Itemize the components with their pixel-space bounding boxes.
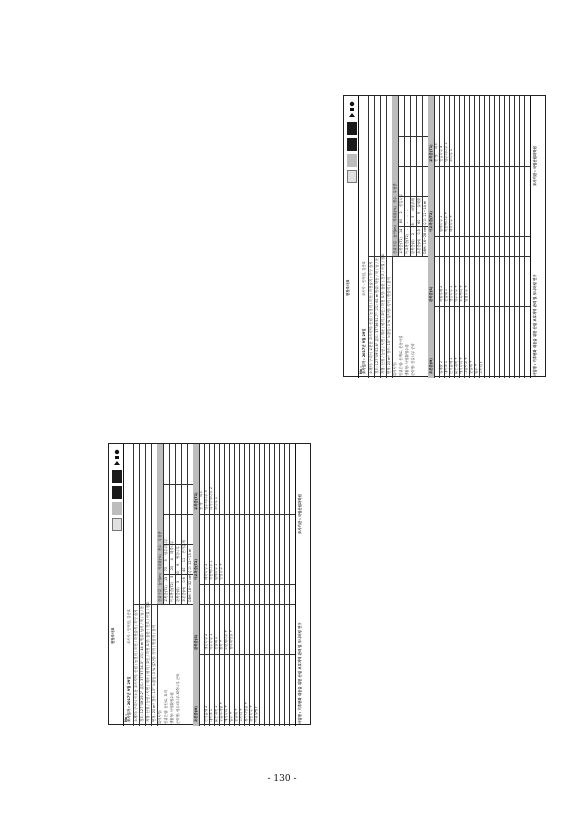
form-title: 현장조사표 — [111, 627, 115, 644]
survey-no: No : — [359, 366, 363, 374]
species-h-0: 큰기름새 2 — [204, 705, 208, 722]
investigator: 조사자 : 안덕임, 김준호 — [127, 609, 131, 644]
survey-sheet-right — [343, 95, 546, 377]
layer-row-h: 초본층(H) 0.5 60 9 실새풀 — [416, 197, 421, 254]
header-row-1: 소재지: 구리시 사노동 조사지역: 산림 / 농경지 / 하천 / 하천습지 / 하구 습지 — [133, 609, 138, 722]
layer-row-h: 초본층(H) 0.6 40 11 큰기름새 — [181, 540, 186, 602]
species-t2-0: 팥배나무 1 — [439, 215, 443, 232]
layer-row-t2: 아교목층(T2) - - - - — [404, 209, 409, 254]
species-h-1: 대사초 1 — [444, 360, 448, 374]
header-row-4: 면적: 20 m² 경사: 10° 노출암: 0 % 일사량: 양지 / 반음지 / 음지 — [151, 625, 156, 722]
species-h-3: 맑은대쑥 + — [454, 356, 458, 374]
species-s-4: 조록싸리 + — [459, 284, 463, 302]
species-h-2: 맑은대쑥 1 — [214, 705, 218, 722]
species-h-3: 주름조개풀 + — [219, 701, 223, 722]
species-t2-2: 때죽나무 + — [449, 214, 453, 232]
species-s-0: 생강나무 2 — [204, 633, 208, 650]
layer-row-t2: 아교목층(T2) 5 20 4 때죽나무 — [169, 540, 174, 602]
sheet-footer-left: 사업명 : 기후변화 대응을 위한 산림 보호지역 관리 및 모니터링 연구 — [533, 274, 537, 376]
header-row-2: 경도: 127°09'02.6" 위도: 37°36'51.7" 고도: 61 m 방위: 북동 / 북 / 남 / 동 — [374, 257, 379, 374]
species-h-10: 사위질빵 r — [254, 706, 258, 722]
species-header-t1: 교목층(T1) — [193, 492, 198, 510]
header-row-3: 지형: 산정 / 능선 / 사면 / 계곡 / 평지 / 호안 / 하천 토양: 습윤 / 건조 / 사질 / 점토 — [380, 253, 385, 374]
species-h-7: 고사리 + — [239, 708, 243, 722]
notes-disturbance: 인위간섭: 등산로, 묘지 — [163, 690, 168, 724]
layer-row-t1: 교목층(T1) 15 70 3 상수리나무 — [163, 538, 168, 602]
page-number: - 130 - — [267, 774, 297, 784]
sheet-footer-right: 조사기관 : 국립산림과학원 — [533, 146, 537, 186]
compass-legend-icon — [111, 448, 123, 466]
dbh-row: DBH: 16~28 cm 수고: 11~14 m — [422, 200, 427, 254]
survey-sheet-left — [108, 443, 311, 725]
species-s-1: 진달래 1 — [444, 288, 448, 302]
survey-no: No : — [124, 714, 128, 722]
cover-photo-2 — [347, 138, 357, 151]
species-t1-0: 상수리나무 3 — [204, 490, 208, 510]
species-h-5: 삽주 + — [229, 711, 233, 722]
species-t2-1: 쪽동백나무 1 — [209, 560, 213, 580]
compass-legend-icon — [346, 100, 358, 118]
cover-photo-3 — [347, 154, 357, 167]
species-t2-2: 팥배나무 1 — [214, 563, 218, 580]
survey-date: 조사일자 : 2017년 9월 29일 — [127, 676, 131, 722]
cover-photo-1 — [112, 470, 122, 483]
notes-lifeform: 생활형: 낙엽활엽수림 — [169, 692, 174, 724]
species-h-6: 둥굴레 + — [234, 708, 238, 722]
species-s-0: 쇠물푸레 2 — [439, 285, 443, 302]
cover-photo-2 — [112, 486, 122, 499]
species-t1-1: 상수리나무 1 — [444, 142, 448, 162]
species-s-5: 청미래덩굴 + — [229, 629, 233, 650]
header-row-3: 지형: 산정 / 능선 / 사면 / 계곡 / 평지 / 호안 / 하천 토양: 습윤 / 건조 / 사질 / 점토 — [145, 601, 150, 722]
notes-disturbance: 인위간섭: 산책로, 운동시설 — [398, 335, 403, 376]
species-header-t2: 아교목층(T2) — [193, 559, 198, 580]
species-header-s: 관목층(S) — [193, 634, 198, 650]
cover-photo-4 — [112, 518, 122, 531]
sheet-footer-right: 조사기관 : 국립산림과학원 — [298, 494, 302, 534]
notes-lifeform: 생활형: 낙엽활엽수림 — [404, 344, 409, 376]
species-t2-3: 산벚나무 + — [219, 562, 223, 580]
species-col-header: 종 명 피도 — [434, 142, 438, 162]
header-row-1: 소재지: 구리시 교문동 조사지역: 산림 / 농경지 / 하천 / 하천습지 / 하구 습지 — [368, 261, 373, 374]
cover-photo-3 — [112, 502, 122, 515]
investigator: 조사자 : 안덕임, 김준호 — [362, 261, 366, 296]
species-t1-2: 소나무 1 — [449, 148, 453, 162]
species-t1-2: 소나무 1 — [214, 496, 218, 510]
species-header-h: 초본층(H) — [193, 706, 198, 722]
species-h-9: 쥐똥나무 + — [249, 704, 253, 722]
form-title: 현장조사표 — [346, 279, 350, 296]
notes-title: 특이사항: — [392, 361, 397, 376]
cover-photo-1 — [347, 122, 357, 135]
survey-date: 조사일자 : 2017년 9월 29일 — [362, 328, 366, 374]
species-header-t1: 교목층(T1) — [428, 144, 433, 162]
header-row-4: 면적: 20 m² 경사: 15° 노출암: 0 % 일사량: 양지 / 반음지 / 음지 — [386, 277, 391, 374]
cover-photo-4 — [347, 170, 357, 183]
species-s-2: 생강나무 1 — [449, 285, 453, 302]
species-s-2: 진달래 1 — [214, 636, 218, 650]
species-h-6: 둥굴레 + — [469, 360, 473, 374]
notes-title: 특이사항: — [157, 709, 162, 724]
layer-header: 층위구분 높이(m) 식피율(%) 종수 우점종 — [392, 183, 397, 254]
notes-community: 군락명: 신갈나무 군락 — [410, 343, 415, 376]
species-header-t2: 아교목층(T2) — [428, 211, 433, 232]
header-row-2: 경도: 127°08'29.2" 위도: 37°37'24.3" 고도: 44 m 방위: 남서 / 북 / 남 / 동 — [139, 605, 144, 722]
layer-header: 층위구분 높이(m) 식피율(%) 종수 우점종 — [157, 531, 162, 602]
species-h-8: 고사리 r — [479, 361, 483, 374]
species-t1-1: 리기다소나무 2 — [209, 487, 213, 510]
notes-community: 군락명: 상수리나무-때죽나무 군락 — [175, 673, 180, 724]
species-h-4: 애기나리 + — [224, 704, 228, 722]
species-s-3: 철쭉 + — [219, 639, 223, 650]
species-h-1: 대사초 1 — [209, 708, 213, 722]
layer-row-s: 관목층(S) 3 30 6 생강나무 — [175, 546, 180, 602]
species-h-7: 삽주 + — [474, 363, 478, 374]
sheet-footer-left: 사업명 : 기후변화 대응을 위한 산림 보호지역 관리 및 모니터링 연구 — [298, 622, 302, 724]
species-s-5: 덜꿩나무 + — [464, 284, 468, 302]
species-col-header: 종 명 피도 — [199, 490, 203, 510]
species-header-h: 초본층(H) — [428, 358, 433, 374]
species-t2-0: 때죽나무 2 — [204, 563, 208, 580]
species-s-1: 국수나무 1 — [209, 633, 213, 650]
species-h-2: 큰기름새 1 — [449, 357, 453, 374]
species-h-0: 실새풀 2 — [439, 360, 443, 374]
species-s-3: 국수나무 + — [454, 284, 458, 302]
species-h-8: 청가시덩굴 + — [244, 701, 248, 722]
species-t2-1: 쪽동백나무 + — [444, 211, 448, 232]
species-header-s: 관목층(S) — [428, 286, 433, 302]
dbh-row: DBH: 18~32 cm 수고: 12~15 m — [187, 548, 192, 602]
layer-row-t1: 교목층(T1) 14 80 2 신갈나무 — [398, 193, 403, 254]
species-s-4: 노린재나무 + — [224, 629, 228, 650]
species-h-4: 애기나리 + — [459, 356, 463, 374]
species-h-5: 그늘사초 + — [464, 356, 468, 374]
species-t1-0: 신갈나무 4 — [439, 145, 443, 162]
layer-row-s: 관목층(S) 2 25 5 쇠물푸레 — [410, 198, 415, 254]
